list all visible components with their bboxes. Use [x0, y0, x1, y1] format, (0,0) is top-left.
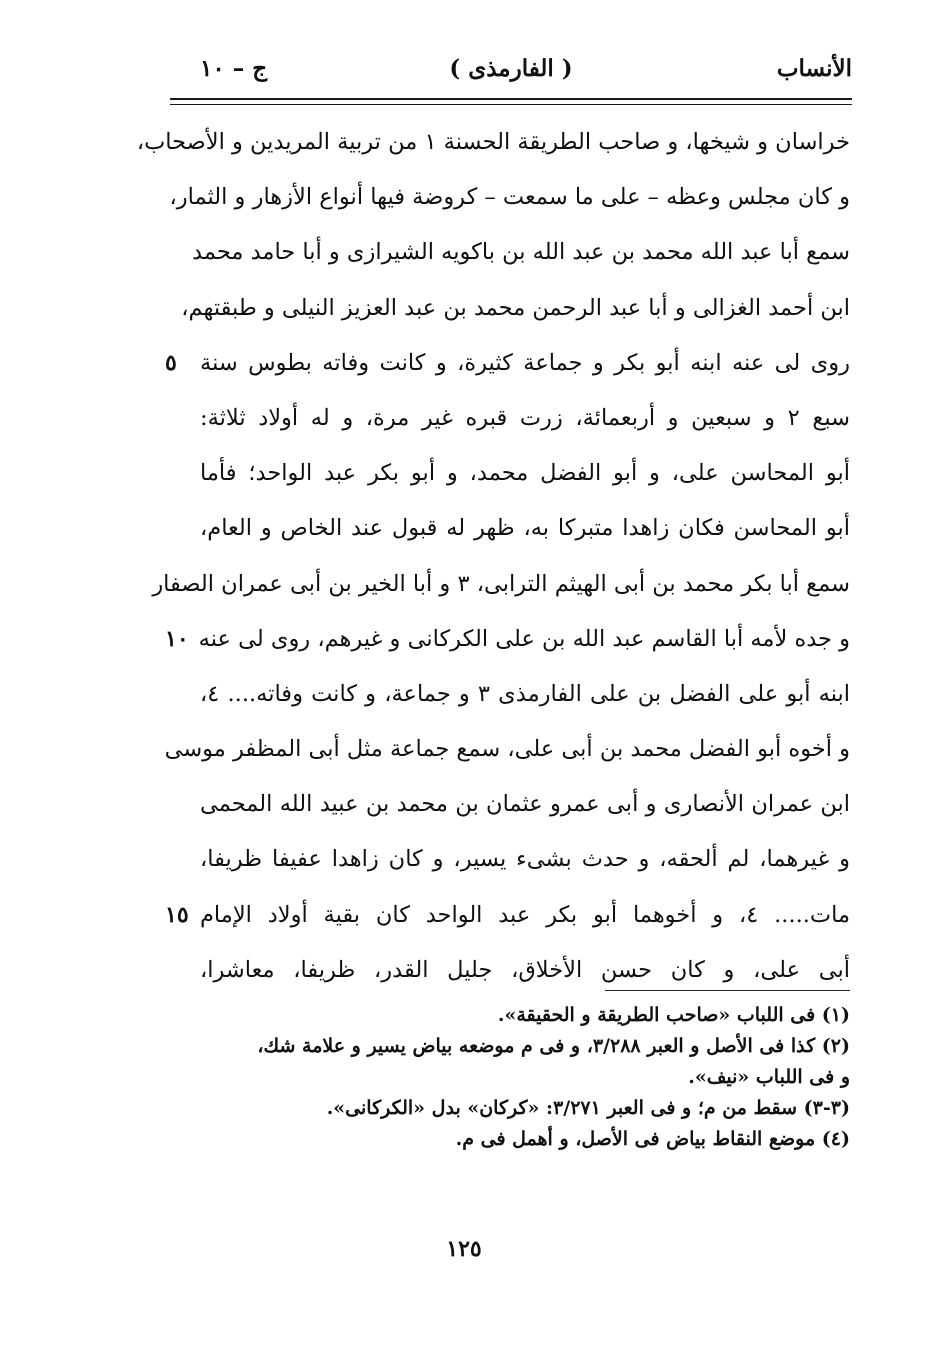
footnote-rule [605, 990, 850, 991]
text-line: مات..... ٤، و أخوهما أبو بكر عبد الواحد كان بقية أولاد الإمام [200, 901, 850, 928]
footnote-2: (٢) كذا فى الأصل و العبر ٣/٢٨٨، و فى م موضعه بياض يسير و علامة شك، [257, 1035, 850, 1057]
page-number: ١٢٥ [446, 1236, 482, 1262]
footnotes [170, 1000, 850, 1155]
header-section: ( الفارمذى ) [449, 55, 573, 82]
text-line: سمع أبا عبد الله محمد بن عبد الله بن باكويه الشيرازى و أبا حامد محمد [192, 239, 850, 266]
footnote-1: (١) فى اللباب «صاحب الطريقة و الحقيقة». [497, 1004, 850, 1026]
text-line: ابن عمران الأنصارى و أبى عمرو عثمان بن محمد بن عبيد الله المحمى [200, 791, 850, 818]
text-line: سبع ٢ و سبعين و أربعمائة، زرت قبره غير مرة، و له أولاد ثلاثة: [200, 404, 850, 431]
text-line: و أخوه أبو الفضل محمد بن أبى على، سمع جماعة مثل أبى المظفر موسى [164, 736, 850, 763]
text-line: ابن أحمد الغزالى و أبا عبد الرحمن محمد بن عبد العزيز النيلى و طبقتهم، [181, 294, 850, 321]
line-number-5: ٥ [165, 350, 177, 376]
header-rule-thick [170, 98, 852, 100]
text-line: و غيرهما، لم ألحقه، و حدث بشىء يسير، و كان زاهدا عفيفا ظريفا، [200, 846, 850, 873]
text-line: أبى على، و كان حسن الأخلاق، جليل القدر، ظريفا، معاشرا، [200, 956, 850, 983]
running-header [170, 55, 852, 99]
text-line: روى لى عنه ابنه أبو بكر و جماعة كثيرة، و كانت وفاته بطوس سنة [200, 349, 850, 376]
footnote-2-cont: و فى اللباب «نيف». [688, 1066, 850, 1088]
header-volume: ج – ١٠ [200, 55, 268, 82]
text-line: أبو المحاسن على، و أبو الفضل محمد، و أبو بكر عبد الواحد؛ فأما [200, 460, 850, 487]
text-line: سمع أبا بكر محمد بن أبى الهيثم الترابى، ٣ و أبا الخير بن أبى عمران الصفار [152, 570, 850, 597]
text-line: و جده لأمه أبا القاسم عبد الله بن على الكركانى و غيرهم، روى لى عنه [198, 625, 850, 652]
text-line: خراسان و شيخها، و صاحب الطريقة الحسنة ١ من تربية المريدين و الأصحاب، [136, 129, 850, 155]
text-line: ابنه أبو على الفضل بن على الفارمذى ٣ و جماعة، و كانت وفاته.... ٤، [200, 680, 851, 707]
header-rule-thin [170, 104, 852, 105]
text-line: و كان مجلس وعظه – على ما سمعت – كروضة فيها أنواع الأزهار و الثمار، [169, 184, 850, 211]
footnote-3: (٣-٣) سقط من م؛ و فى العبر ٣/٢٧١: «كركان» بدل «الكركانى». [326, 1097, 850, 1119]
footnote-4: (٤) موضع النقاط بياض فى الأصل، و أهمل فى م. [455, 1128, 850, 1150]
text-line: أبو المحاسن فكان زاهدا متبركا به، ظهر له قبول عند الخاص و العام، [200, 515, 850, 542]
header-title: الأنساب [776, 55, 852, 82]
line-number-15: ١٥ [165, 902, 189, 928]
line-number-10: ١٠ [165, 626, 189, 652]
